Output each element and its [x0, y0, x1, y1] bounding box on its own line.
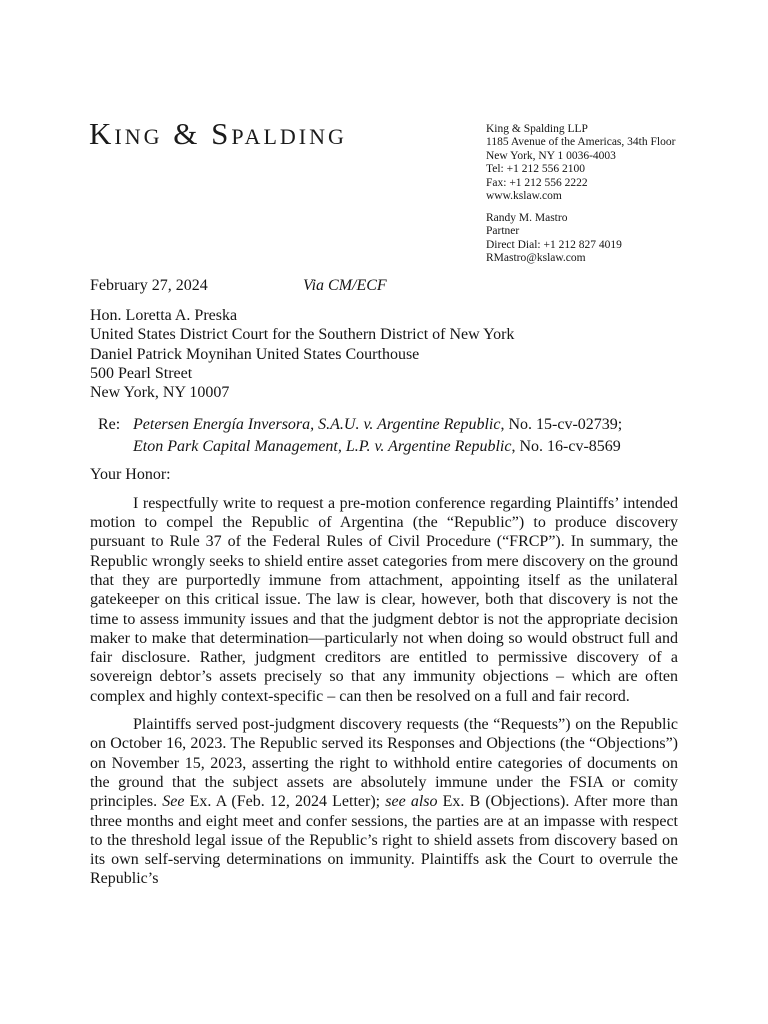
attorney-direct-dial: Direct Dial: +1 212 827 4019	[486, 238, 622, 251]
recipient-line: 500 Pearl Street	[90, 364, 193, 382]
attorney-title: Partner	[486, 225, 520, 238]
letter-date: February 27, 2024	[90, 277, 208, 294]
firm-website: www.kslaw.com	[486, 190, 562, 203]
body-paragraph-1: I respectfully write to request a pre-motion conference regarding Plaintiffs’ intended motion to compel the Republic of Argentina (the “Republic”) to produce discovery pursuant to Rule 37 of the Federal Rules of Civil Procedure (“FRCP”). In summary, the Republic wrongly seeks to shield entire asset categories from mere discovery on the ground that they are purportedly immune from attachment, appointing itself as the unilateral gatekeeper on this critical issue. The law is clear, however, both that discovery is not the time to assess immunity issues and that the judgment debtor is not the appropriate decision maker to make that determination—particularly not when doing so would obstruct full and fair disclosure. Rather, judgment creditors are entitled to permissive discovery of a sovereign debtor’s assets precisely so that any immunity objections – which are often complex and highly context-specific – can then be resolved on a full and fair record.	[90, 494, 678, 705]
letter-body	[90, 276, 678, 889]
recipient-line: Hon. Loretta A. Preska	[90, 307, 238, 324]
attorney-name: Randy M. Mastro	[486, 212, 568, 224]
re-case-line: Eton Park Capital Management, L.P. v. Argentine Republic, No. 16-cv-8569	[133, 438, 621, 456]
firm-contact-block	[486, 123, 675, 203]
recipient-address-block	[90, 306, 678, 402]
salutation: Your Honor:	[90, 466, 171, 484]
re-block	[90, 414, 678, 458]
firm-logo: King & Spalding	[89, 116, 347, 151]
recipient-line: Daniel Patrick Moynihan United States Courthouse	[90, 345, 420, 363]
attorney-contact-block	[486, 212, 622, 266]
attorney-email: RMastro@kslaw.com	[486, 252, 586, 265]
firm-address-line1: 1185 Avenue of the Americas, 34th Floor	[486, 136, 676, 149]
firm-tel: Tel: +1 212 556 2100	[486, 163, 585, 176]
re-case-line: Petersen Energía Inversora, S.A.U. v. Argentine Republic, No. 15-cv-02739;	[133, 416, 623, 434]
re-label: Re:	[98, 416, 121, 434]
body-paragraph-2: Plaintiffs served post-judgment discovery requests (the “Requests”) on the Republic on October 16, 2023. The Republic served its Responses and Objections (the “Objections”) on November 15, 2023, asserting the right to withhold entire categories of documents on the ground that the subject assets are absolutely immune under the FSIA or comity principles. See Ex. A (Feb. 12, 2024 Letter); see also Ex. B (Objections). After more than three months and eight meet and confer sessions, the parties are at an impasse with respect to the threshold legal issue of the Republic’s right to shield assets from discovery based on its own self-serving determinations on immunity. Plaintiffs ask the Court to overrule the Republic’s	[90, 716, 679, 888]
firm-fax: Fax: +1 212 556 2222	[486, 176, 588, 189]
date-line	[90, 276, 678, 295]
recipient-line: New York, NY 10007	[90, 384, 230, 402]
firm-name: King & Spalding LLP	[486, 123, 588, 135]
delivery-method: Via CM/ECF	[303, 277, 387, 294]
recipient-line: United States District Court for the Southern District of New York	[90, 326, 515, 344]
firm-address-line2: New York, NY 1 0036-4003	[486, 149, 616, 162]
